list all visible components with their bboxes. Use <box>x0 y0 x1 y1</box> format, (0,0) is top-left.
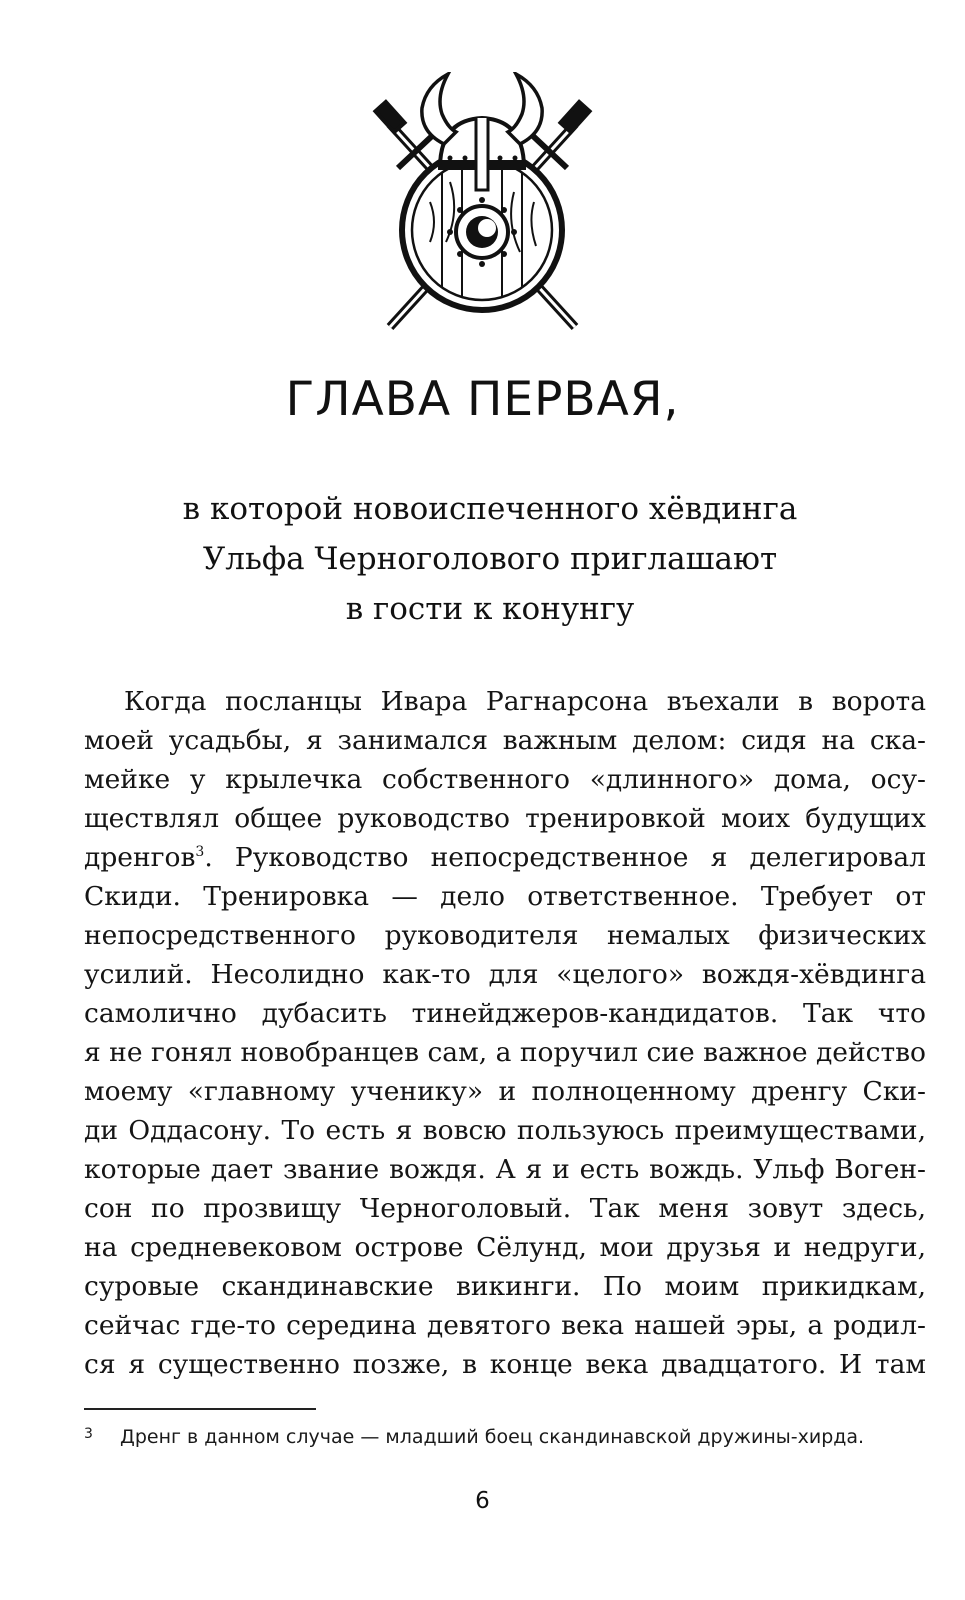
body-line: моему «главному ученику» и полноценному дренгу Ски- <box>84 1076 926 1107</box>
footnote-divider <box>84 1408 316 1410</box>
body-line: которые дает звание вождя. А я и есть вождь. Ульф Воген- <box>84 1154 926 1185</box>
body-line: моей усадьбы, я занимался важным делом: сидя на ска- <box>84 725 926 756</box>
body-line: сон по прозвищу Черноголовый. Так меня зовут здесь, <box>84 1193 926 1224</box>
body-text <box>84 682 926 1384</box>
footnote <box>84 1426 926 1448</box>
body-line-footnote-ref <box>84 838 926 877</box>
body-line: сейчас где-то середина девятого века нашей эры, а родил- <box>84 1310 926 1341</box>
body-line: Когда посланцы Ивара Рагнарсона въехали в ворота <box>124 686 926 717</box>
subtitle-line: в которой новоиспеченного хёвдинга <box>182 491 798 527</box>
body-line: усилий. Несолидно как-то для «целого» вождя-хёвдинга <box>84 959 926 990</box>
chapter-title: ГЛАВА ПЕРВАЯ, <box>285 372 680 427</box>
subtitle-line: в гости к конунгу <box>345 591 635 627</box>
body-line: непосредственного руководителя немалых физических <box>84 920 926 951</box>
text-fragment: дренгов <box>84 842 196 873</box>
footnote-reference[interactable]: 3 <box>195 844 205 861</box>
subtitle-line: Ульфа Черноголового приглашают <box>202 541 778 577</box>
body-line: ся я существенно позже, в конце века двадцатого. И там <box>84 1349 926 1380</box>
body-line: ди Оддасону. То есть я вовсю пользуюсь преимуществами, <box>84 1115 926 1146</box>
body-line: мейке у крылечка собственного «длинного» дома, осу- <box>84 764 926 795</box>
body-line: на средневековом острове Сёлунд, мои друзья и недруги, <box>84 1232 926 1263</box>
text-fragment: . Руководство непосредственное я делегировал <box>204 842 926 873</box>
viking-emblem-icon <box>370 72 595 342</box>
chapter-subtitle <box>140 484 840 634</box>
page-number: 6 <box>475 1488 490 1514</box>
footnote-mark: 3 <box>84 1426 93 1442</box>
body-line: ществлял общее руководство тренировкой моих будущих <box>84 803 926 834</box>
body-line: самолично дубасить тинейджеров-кандидатов. Так что <box>84 998 926 1029</box>
body-line: Скиди. Тренировка — дело ответственное. Требует от <box>84 881 926 912</box>
body-line: суровые скандинавские викинги. По моим прикидкам, <box>84 1271 926 1302</box>
footnote-text: Дренг в данном случае — младший боец скандинавской дружины-хирда. <box>120 1426 865 1448</box>
body-line: я не гонял новобранцев сам, а поручил сие важное действо <box>84 1037 926 1068</box>
